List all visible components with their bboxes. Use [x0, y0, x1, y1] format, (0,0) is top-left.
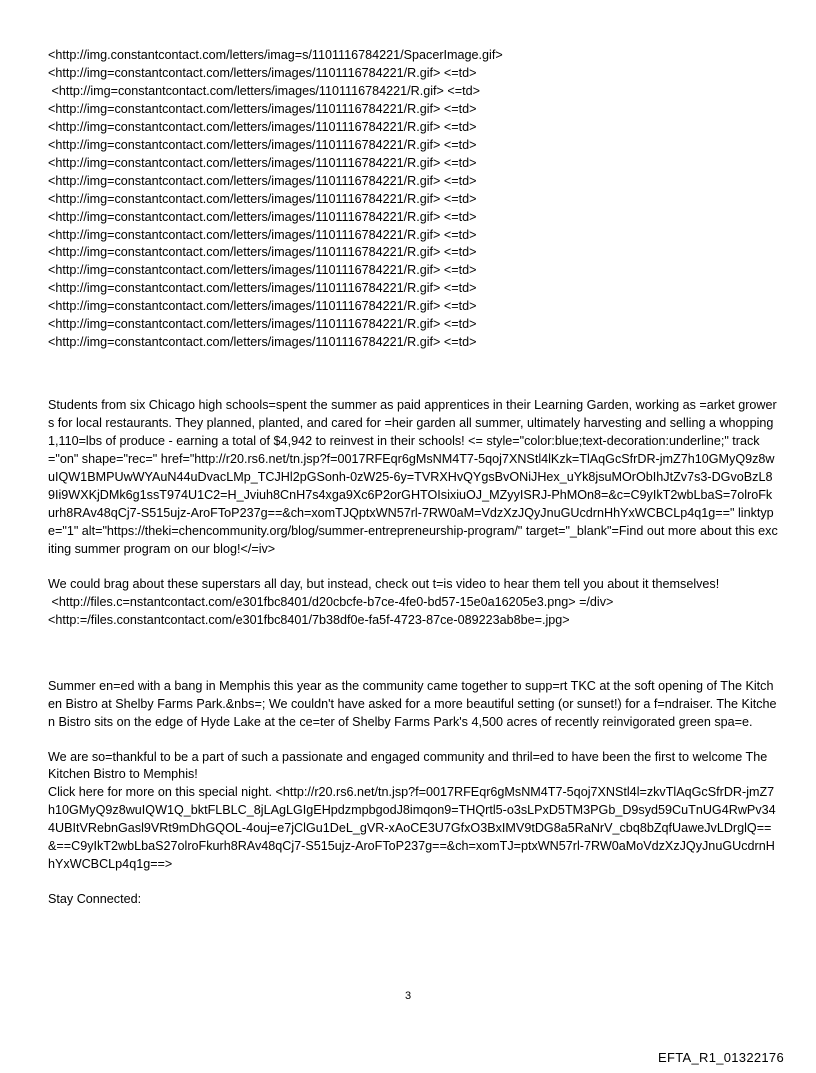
image-link-line: <http://img=constantcontact.com/letters/images/1101116784221/R.gif> <=td> [48, 191, 477, 206]
image-link-line: <http://img=constantcontact.com/letters/images/1101116784221/R.gif> <=td> [48, 119, 477, 134]
thankful-paragraph: We are so=thankful to be a part of such a passionate and engaged community and thril=ed to have been the first to welcome The Kitchen Bistro to Memphis! [48, 749, 768, 782]
spacer [48, 559, 778, 576]
image-link-line: <http://img=constantcontact.com/letters/images/1101116784221/R.gif> <=td> [48, 299, 477, 314]
image-link-line: <http://img=constantcontact.com/letters/images/1101116784221/R.gif> <=td> [48, 101, 477, 116]
image-link-line: <http://img=constantcontact.com/letters/images/1101116784221/R.gif> <=td> [48, 227, 477, 242]
image-link-line: <http://img=constantcontact.com/letters/images/1101116784221/R.gif> <=td> [48, 281, 477, 296]
image-link-line: <http://img=constantcontact.com/letters/images/1101116784221/R.gif> <=td> [48, 335, 477, 350]
students-paragraph: Students from six Chicago high schools=spent the summer as paid apprentices in their Learning Garden, working as =arket growers for local restaurants. They planned, planted, and cared for =heir garden all summer, ultimately harvesting and selling a whopping 1,110=lbs of produce - earning a total of $4,942 to reinvest in their schools! <= style="color:blue;text-decoration:underline;" track="on" shape="rec=" href="http://r20.rs6.net/tn.jsp?f=0017RFEqr6gMsNM4T7-5qoj7XNStl4lKzk=TlAqGcSfrDR-jmZ7h10GMyQ9z8wuIQW1BMPUwWYAuN44uDvacLMp_TCJHl2pGSonh-0zW25-6y=TVRXHvQYgsBvONiJHex_uYk8jsuMOrObIhJtZv7s3-DGvoBzL89Ii9WXKjDMk6g1ssT974U1C2=H_Jviuh8CnH7s4xga9Xc6P2orGHTOIsixiuOJ_MZyyISRJ-PhMOn8=&c=C9yIkT2wbLbaS=7olroFkurh8RAv48qCj7-S515ujz-AroFToP237g==&ch=xomTJQptxWN57rl-7RW0aM=VdzXzJQyJnuGUcdrnHhYxWCBCLp4q1g==" linktype="1" alt="https://theki=chencommunity.org/blog/summer-entrepreneurship-program/" target="_blank"=Find out more about this exciting summer program on our blog!</=iv> [48, 398, 778, 556]
spacer [48, 874, 778, 891]
brag-paragraph: We could brag about these superstars all day, but instead, check out t=is video to hear them tell you about it themselves! [48, 576, 720, 591]
image-link-line: <http://img.constantcontact.com/letters/imag=s/1101116784221/SpacerImage.gif> [48, 48, 503, 62]
memphis-paragraph: Summer en=ed with a bang in Memphis this year as the community came together to supp=rt TKC at the soft opening of The Kitchen Bistro at Shelby Farms Park.&nbs=; We couldn't have asked for a more beautiful setting (or sunset!) for a f=ndraiser. The Kitchen Bistro sits on the edge of Hyde Lake at the ce=ter of Shelby Farms Park's 4,500 acres of recently reinvigorated green spa=e. [48, 678, 777, 729]
image-link-line: <http://img=constantcontact.com/letters/images/1101116784221/R.gif> <=td> [48, 83, 480, 98]
image-link-line: <http://img=constantcontact.com/letters/images/1101116784221/R.gif> <=td> [48, 137, 477, 152]
image-link-line: <http://img=constantcontact.com/letters/images/1101116784221/R.gif> <=td> [48, 209, 477, 224]
image-link-line: <http://img=constantcontact.com/letters/images/1101116784221/R.gif> <=td> [48, 317, 477, 332]
document-id-stamp: EFTA_R1_01322176 [658, 1050, 784, 1065]
email-body [48, 47, 778, 909]
image-link-line: <http://img=constantcontact.com/letters/images/1101116784221/R.gif> <=td> [48, 173, 477, 188]
brag-link-png: <http://files.c=nstantcontact.com/e301fbc8401/d20cbcfe-b7ce-4fe0-bd57-15e0a16205e3.png> =/div> [48, 594, 614, 609]
page-number: 3 [404, 990, 412, 1002]
image-link-line: <http://img=constantcontact.com/letters/images/1101116784221/R.gif> <=td> [48, 245, 477, 260]
brag-link-jpg: <http:=/files.constantcontact.com/e301fbc8401/7b38df0e-fa5f-4723-87ce-089223ab8be=.jpg> [48, 612, 570, 627]
stay-connected-label: Stay Connected: [48, 892, 142, 907]
spacer [48, 630, 778, 678]
spacer [48, 732, 778, 749]
click-here-paragraph: Click here for more on this special night. <http://r20.rs6.net/tn.jsp?f=0017RFEqr6gMsNM4T7-5qoj7XNStl4l=zkvTlAqGcSfrDR-jmZ7h10GMyQ9z8wuIQW1Q_bktFLBLC_8jLAgLGIgEHpdzmpbgodJ8imqon9=THQrtl5-o3sLPxD5TM3PGb_D9syd59CuTnUG4RwPv344UBItVRebnGasl9VRt9mDhGQOL-4ouj=e7jClGu1DeL_gVR-xAoCE3U7GfxO3BxIMV9tDG8a5RaNrV_cbq8bZqfUaweJvLDrglQ==&==C9yIkT2wbLbaS27olroFkurh8RAv48qCj7-S515ujz-AroFToP237g==&ch=xomTJ=ptxWN57rl-7RW0aMoVdzXzJQyJnuGUcdrnHhYxWCBCLp4q1g==> [48, 785, 776, 872]
image-link-line: <http://img=constantcontact.com/letters/images/1101116784221/R.gif> <=td> [48, 65, 477, 80]
image-link-list [48, 47, 778, 352]
spacer [48, 352, 778, 397]
image-link-line: <http://img=constantcontact.com/letters/images/1101116784221/R.gif> <=td> [48, 155, 477, 170]
image-link-line: <http://img=constantcontact.com/letters/images/1101116784221/R.gif> <=td> [48, 263, 477, 278]
